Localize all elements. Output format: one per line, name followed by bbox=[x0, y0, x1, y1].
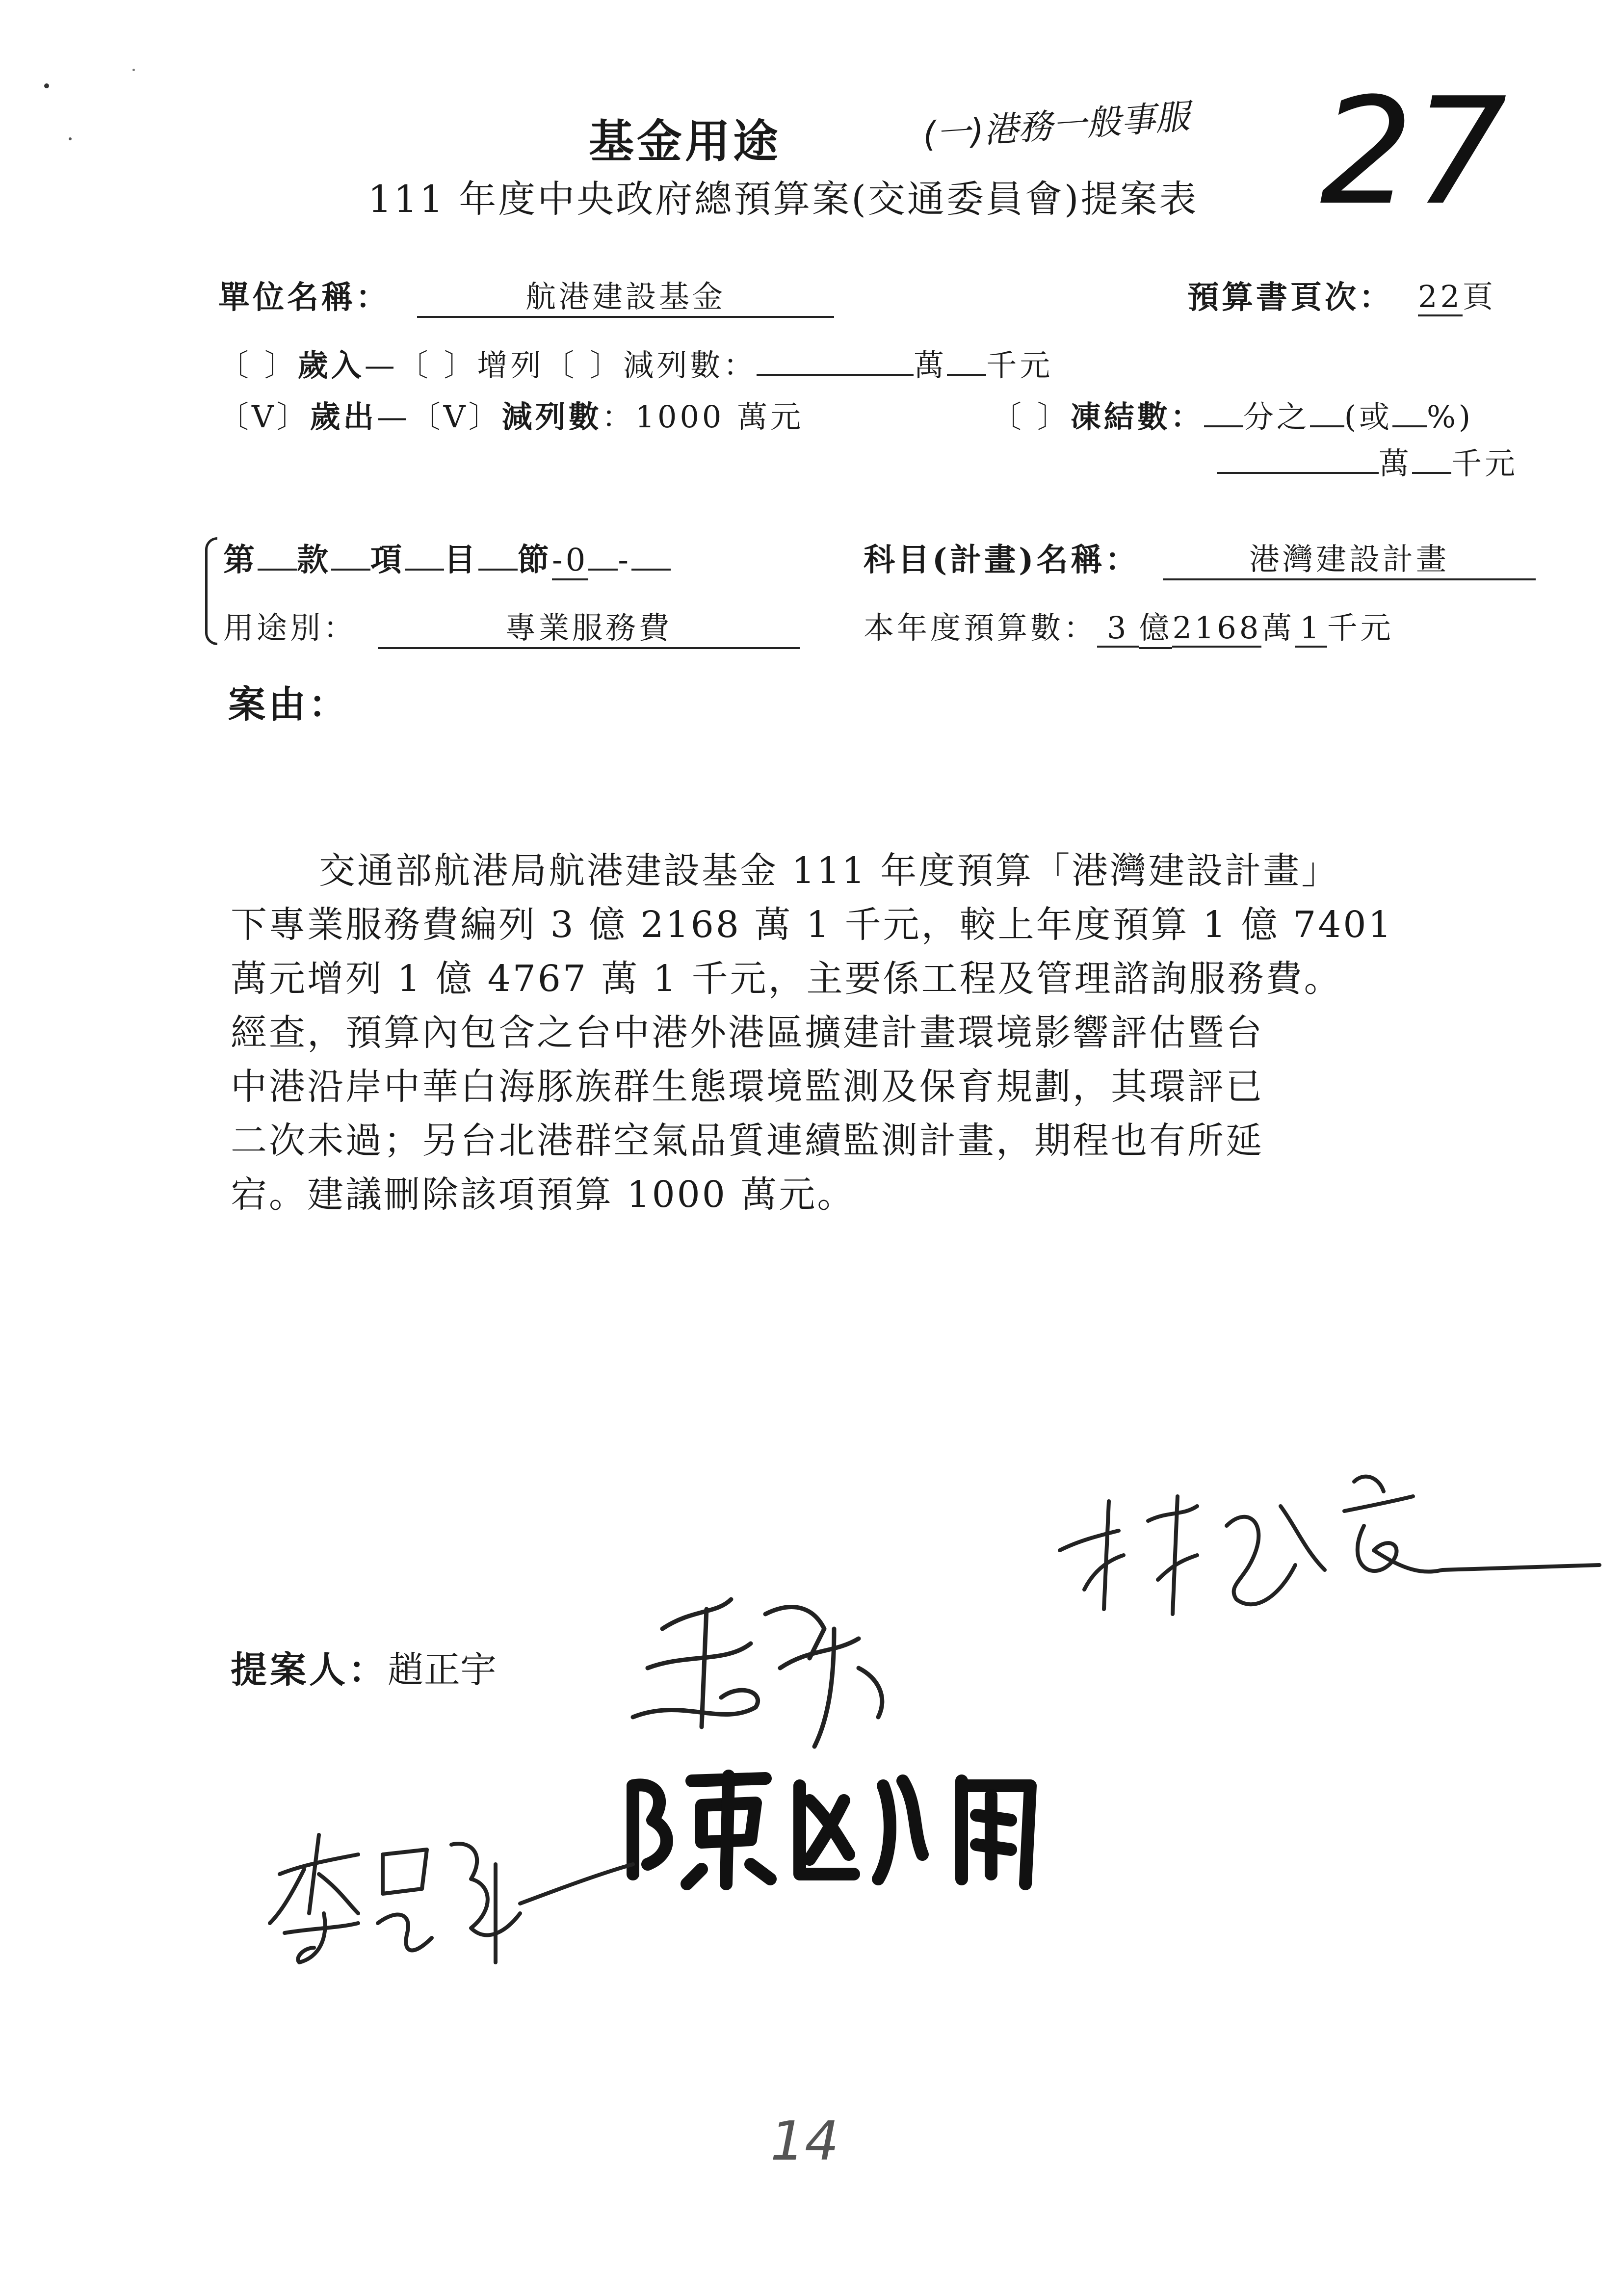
revenue-row bbox=[218, 341, 1053, 385]
item-mu: 目 bbox=[444, 542, 478, 578]
revenue-decrease-checkbox: 〔 〕 bbox=[544, 347, 624, 383]
annual-budget-wan: 萬 bbox=[1261, 610, 1295, 646]
proposer-name: 趙正宇 bbox=[388, 1649, 497, 1690]
item-xiang-blank bbox=[331, 539, 370, 571]
freeze-amount-row bbox=[1217, 439, 1518, 483]
item-di: 第 bbox=[223, 542, 258, 578]
freeze-fen-zhi: 分之 bbox=[1243, 399, 1310, 435]
annual-budget-yi-value: 3 bbox=[1097, 610, 1139, 648]
item-bracket bbox=[205, 537, 217, 645]
expenditure-amount: ：1000 萬元 bbox=[602, 399, 804, 435]
freeze-qian-blank bbox=[1412, 443, 1451, 474]
subject-label: 科目(計畫)名稱： bbox=[864, 542, 1140, 578]
freeze-percent: %) bbox=[1426, 399, 1474, 435]
freeze-percent-blank bbox=[1392, 396, 1427, 427]
item-mu-blank bbox=[405, 539, 444, 571]
expenditure-row bbox=[218, 392, 804, 436]
freeze-wan-blank bbox=[1217, 443, 1379, 474]
freeze-label: 凍結數： bbox=[1070, 399, 1204, 435]
reason-line-7: 宕。建議刪除該項預算 1000 萬元。 bbox=[231, 1174, 856, 1216]
freeze-qianyuan: 千元 bbox=[1451, 445, 1519, 481]
item-jie-blank bbox=[478, 539, 518, 571]
annual-budget-wan-value: 2168 bbox=[1172, 610, 1261, 648]
item-xiang: 項 bbox=[370, 542, 405, 578]
revenue-increase-checkbox: 〔 〕 bbox=[397, 347, 477, 383]
reason-line-5: 中港沿岸中華白海豚族群生態環境監測及保育規劃，其環評已 bbox=[231, 1066, 1264, 1108]
revenue-increase-label: 增列 bbox=[477, 347, 544, 383]
budget-page-label: 預算書頁次： bbox=[1187, 279, 1393, 316]
proposer-row bbox=[231, 1641, 497, 1693]
item-jie-value: -0 bbox=[552, 542, 588, 580]
handwritten-page-mark: 27 bbox=[1320, 66, 1507, 237]
reason-line-2: 下專業服務費編列 3 億 2168 萬 1 千元，較上年度預算 1 億 7401 bbox=[231, 904, 1393, 946]
reason-line-4: 經查，預算內包含之台中港外港區擴建計畫環境影響評估暨台 bbox=[231, 1012, 1264, 1054]
unit-name-label: 單位名稱： bbox=[218, 279, 390, 316]
unit-name-value: 航港建設基金 bbox=[417, 272, 834, 318]
signature-li bbox=[265, 1815, 638, 1982]
freeze-or: (或 bbox=[1344, 399, 1392, 435]
category-title: 基金用途 bbox=[589, 115, 782, 168]
annual-budget-label: 本年度預算數： bbox=[864, 610, 1098, 646]
form-title: 111 年度中央政府總預算案(交通委員會)提案表 bbox=[368, 177, 1199, 221]
usage-value: 專業服務費 bbox=[378, 603, 800, 649]
signature-lin bbox=[1050, 1452, 1604, 1629]
item-kuan-blank bbox=[258, 539, 297, 571]
revenue-checkbox: 〔 〕 bbox=[218, 347, 298, 383]
revenue-qianyuan: 千元 bbox=[986, 347, 1053, 383]
reason-body bbox=[231, 844, 1393, 1222]
freeze-denominator-blank bbox=[1310, 396, 1344, 427]
usage-label: 用途別： bbox=[223, 610, 357, 646]
item-jie: 節 bbox=[518, 542, 552, 578]
expenditure-dash: — bbox=[376, 399, 410, 435]
proposer-label: 提案人： bbox=[231, 1649, 388, 1691]
scan-speck bbox=[44, 83, 49, 88]
signature-chen bbox=[618, 1756, 1060, 1894]
expenditure-decrease-checkbox: 〔V〕 bbox=[410, 399, 502, 435]
expenditure-label: 歲出 bbox=[310, 399, 377, 435]
expenditure-decrease-label: 減列數 bbox=[501, 399, 602, 435]
expenditure-checkbox: 〔V〕 bbox=[218, 399, 310, 435]
page-number: 14 bbox=[770, 2110, 839, 2172]
freeze-wan: 萬 bbox=[1379, 445, 1413, 481]
revenue-qian-blank bbox=[947, 344, 986, 376]
signature-zhao bbox=[603, 1570, 908, 1766]
item-row bbox=[223, 535, 671, 580]
revenue-dash: — bbox=[364, 347, 398, 383]
subject-value: 港灣建設計畫 bbox=[1163, 535, 1536, 580]
revenue-wan-blank bbox=[757, 344, 914, 376]
annual-budget-row bbox=[864, 603, 1394, 649]
item-kuan: 款 bbox=[297, 542, 331, 578]
reason-label: 案由： bbox=[228, 682, 349, 726]
item-last-blank bbox=[631, 539, 671, 571]
reason-line-6: 二次未過；另台北港群空氣品質連續監測計畫，期程也有所延 bbox=[231, 1120, 1264, 1162]
revenue-decrease-label: 減列數： bbox=[623, 347, 757, 383]
budget-page-unit: 頁 bbox=[1462, 279, 1496, 314]
revenue-wan: 萬 bbox=[914, 347, 947, 383]
budget-page-field bbox=[1418, 272, 1496, 316]
annual-budget-qianyuan: 千元 bbox=[1327, 610, 1394, 646]
budget-page-value: 22 bbox=[1418, 279, 1463, 316]
freeze-row bbox=[991, 392, 1473, 436]
scan-speck bbox=[69, 137, 72, 140]
item-sub-blank bbox=[588, 539, 618, 571]
freeze-checkbox: 〔 〕 bbox=[991, 399, 1071, 435]
freeze-numerator-blank bbox=[1204, 396, 1243, 427]
reason-line-1: 交通部航港局航港建設基金 111 年度預算「港灣建設計畫」 bbox=[319, 850, 1340, 892]
annual-budget-qian-value: 1 bbox=[1295, 610, 1327, 648]
revenue-label: 歲入 bbox=[297, 347, 365, 383]
annual-budget-yi: 億 bbox=[1139, 603, 1172, 649]
handwritten-category-note: (一)港務一般事服 bbox=[921, 96, 1191, 155]
item-dash: - bbox=[618, 542, 631, 578]
reason-line-3: 萬元增列 1 億 4767 萬 1 千元，主要係工程及管理諮詢服務費。 bbox=[231, 958, 1342, 1000]
scan-speck bbox=[132, 69, 135, 71]
